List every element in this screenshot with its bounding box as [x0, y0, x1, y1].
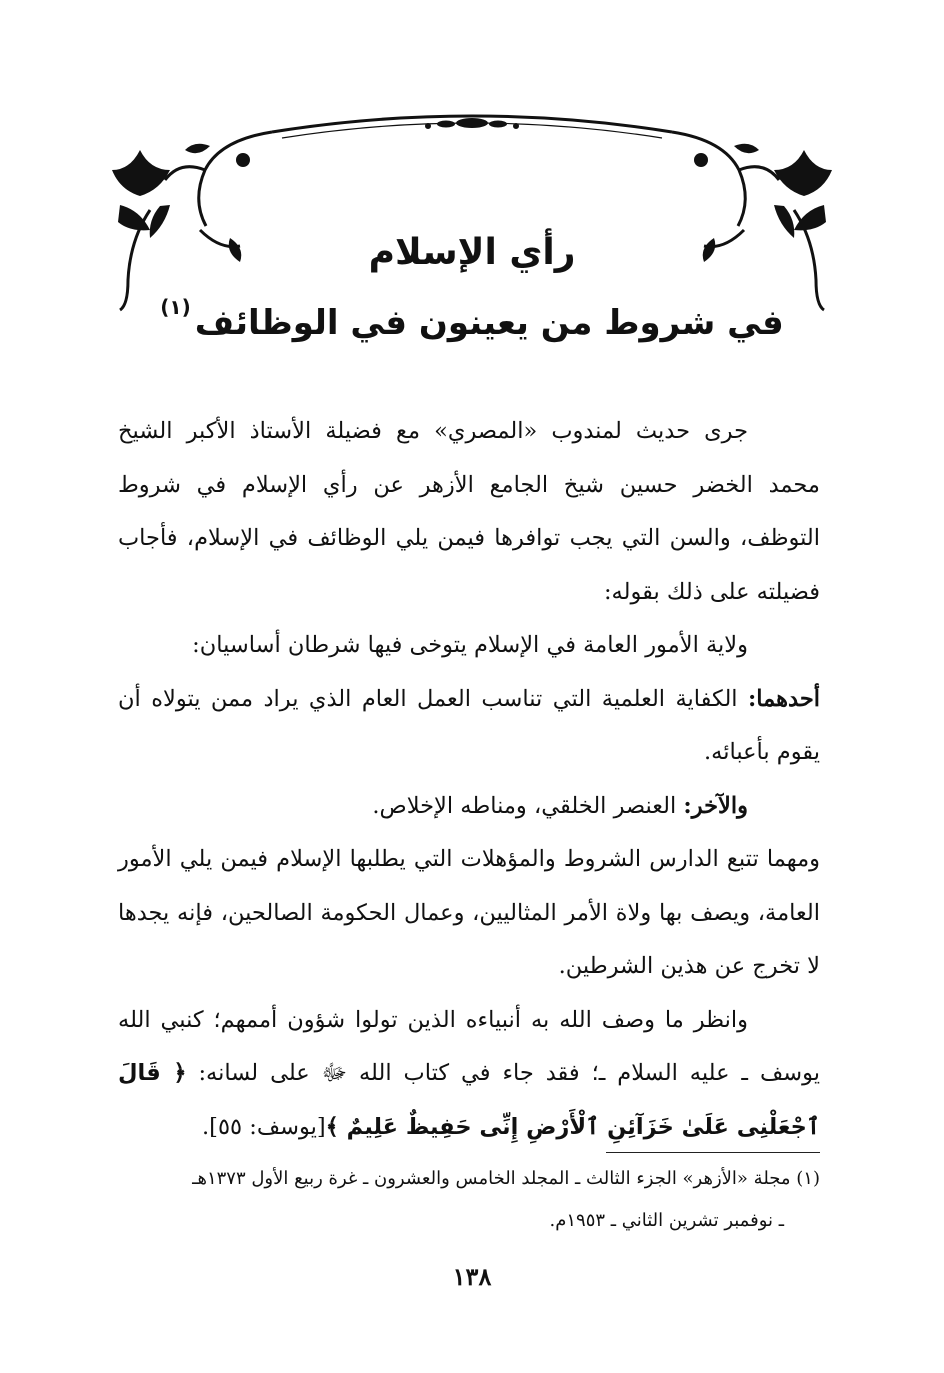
footnote [112, 1158, 820, 1242]
second-condition-text: العنصر الخلقي، ومناطه الإخلاص. [372, 792, 684, 819]
paragraph-second-condition [118, 780, 820, 834]
second-condition-lead: والآخر: [683, 792, 748, 819]
chapter-subtitle-text: في شروط من يعينون في الوظائف [194, 303, 784, 343]
quran-verse: ﴿ قَالَ ٱجْعَلْنِى عَلَىٰ خَزَآئِنِ ٱلْأَرْضِ إِنِّى حَفِيظٌ عَلِيمٌ ﴾ [118, 1060, 820, 1140]
verse-reference: [يوسف: ٥٥]. [202, 1113, 326, 1140]
article-body [118, 405, 820, 1154]
footnote-line-2: ـ نوفمبر تشرين الثاني ـ ١٩٥٣م. [549, 1210, 784, 1231]
paragraph-conditions: ولاية الأمور العامة في الإسلام يتوخى فيها شرطان أساسيان: [192, 632, 748, 658]
chapter-subtitle [0, 280, 944, 350]
chapter-title: رأي الإسلام [368, 232, 576, 273]
paragraph-intro: جرى حديث لمندوب «المصري» مع فضيلة الأستاذ الأكبر الشيخ محمد الخضر حسين شيخ الجامع الأزهر عن رأي الإسلام في شروط التوظف، والسن التي يجب توافرها فيمن يلي الوظائف في الإسلام، فأجاب فضيلته على ذلك بقوله: [118, 418, 820, 605]
page-number: ١٣٨ [452, 1262, 492, 1291]
paragraph-prophets [118, 994, 820, 1155]
prophets-text: وانظر ما وصف الله به أنبياءه الذين تولوا شؤون أممهم؛ كنبي الله يوسف ـ عليه السلام ـ؛ فقد جاء في كتاب الله ﷻ على لسانه: [118, 1006, 820, 1086]
footnote-divider [606, 1152, 820, 1153]
paragraph-study: ومهما تتبع الدارس الشروط والمؤهلات التي يطلبها الإسلام فيمن يلي الأمور العامة، ويصف بها ولاة الأمر المثاليين، وعمال الحكومة الصالحين، فإنه يجدها لا تخرج عن هذين الشرطين. [118, 846, 820, 979]
footnote-line-1: (١) مجلة «الأزهر» الجزء الثالث ـ المجلد الخامس والعشرون ـ غرة ربيع الأول ١٣٧٣هـ [192, 1168, 820, 1189]
paragraph-first-condition [118, 673, 820, 780]
chapter-title-block [0, 226, 944, 350]
footnote-marker: (١) [160, 295, 191, 319]
first-condition-lead: أحدهما: [747, 685, 820, 712]
first-condition-text: الكفاية العلمية التي تناسب العمل العام الذي يراد ممن يتولاه أن يقوم بأعبائه. [118, 685, 820, 765]
